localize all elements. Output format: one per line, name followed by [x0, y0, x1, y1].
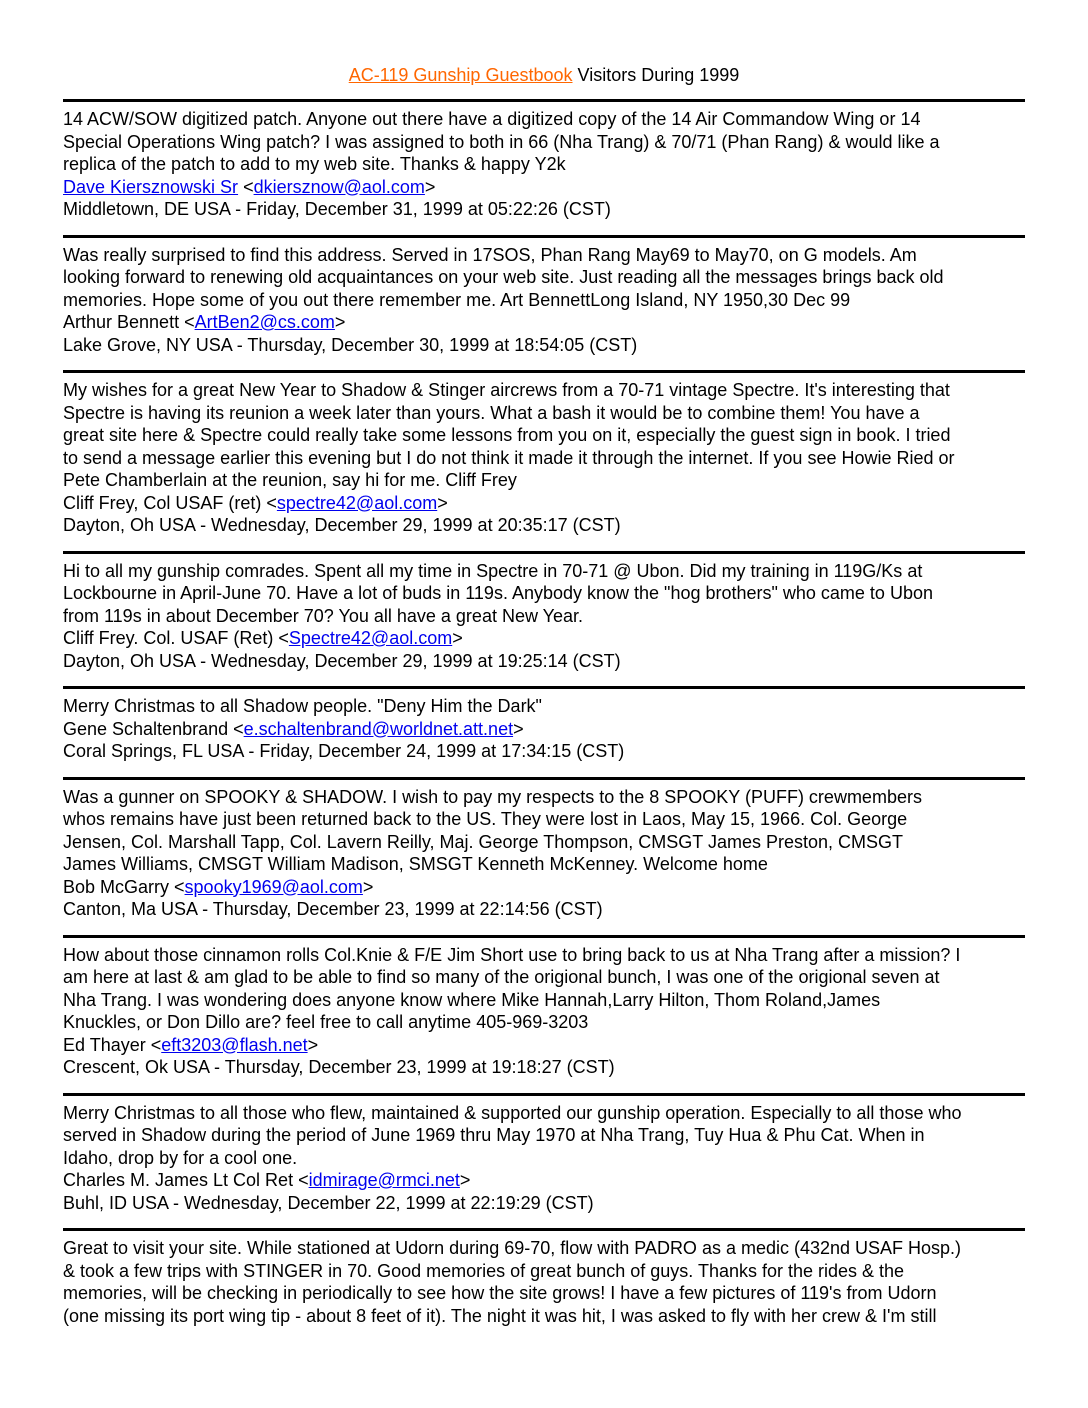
entry-message	[63, 786, 1025, 876]
entry-message	[63, 695, 1025, 718]
entry-signature: Bob McGarry <spooky1969@aol.com>	[63, 876, 374, 897]
message-line: to send a message earlier this evening but I do not think it made it through the internet. If you see Howie Ried or	[63, 447, 955, 468]
entry-signature: Gene Schaltenbrand <e.schaltenbrand@worldnet.att.net>	[63, 718, 524, 739]
guestbook-entry	[63, 1093, 1025, 1229]
message-line: Lockbourne in April-June 70. Have a lot of buds in 119s. Anybody know the "hog brothers" who came to Ubon	[63, 583, 933, 603]
message-line: whos remains have just been returned back to the US. They were lost in Laos, May 15, 1966. Col. George	[63, 809, 908, 829]
author-name: Gene Schaltenbrand	[63, 718, 229, 739]
message-line: How about those cinnamon rolls Col.Knie & F/E Jim Short use to bring back to us at Nha Trang after a mission? I	[63, 944, 961, 965]
message-line: looking forward to renewing old acquaintances on your web site. Just reading all the messages brings back old	[63, 267, 944, 287]
guestbook-entry	[63, 99, 1025, 235]
message-line: & took a few trips with STINGER in 70. Good memories of great bunch of guys. Thanks for the rides & the	[63, 1260, 905, 1281]
message-line: replica of the patch to add to my web site. Thanks & happy Y2k	[63, 154, 566, 174]
message-line: Idaho, drop by for a cool one.	[63, 1147, 298, 1168]
entry-location-date: Lake Grove, NY USA - Thursday, December 30, 1999 at 18:54:05 (CST)	[63, 334, 638, 355]
entry-location-date: Crescent, Ok USA - Thursday, December 23, 1999 at 19:18:27 (CST)	[63, 1057, 615, 1077]
author-name: Charles M. James Lt Col Ret	[63, 1170, 294, 1190]
message-line: served in Shadow during the period of June 1969 thru May 1970 at Nha Trang, Tuy Hua & Phu Cat. When in	[63, 1125, 925, 1145]
author-name: Cliff Frey, Col USAF (ret)	[63, 492, 262, 513]
guestbook-entry	[63, 686, 1025, 777]
guestbook-entry	[63, 935, 1025, 1093]
message-line: (one missing its port wing tip - about 8 feet of it). The night it was hit, I was asked to fly with her crew & I'm still	[63, 1305, 937, 1326]
author-name: Cliff Frey. Col. USAF (Ret)	[63, 628, 274, 648]
author-name[interactable]: Dave Kiersznowski Sr	[63, 176, 239, 197]
message-line: memories. Hope some of you out there remember me. Art BennettLong Island, NY 1950,30 Dec 99	[63, 289, 851, 310]
message-line: 14 ACW/SOW digitized patch. Anyone out there have a digitized copy of the 14 Air Commandow Wing or 14	[63, 109, 921, 129]
author-email-link[interactable]: e.schaltenbrand@worldnet.att.net	[243, 718, 514, 739]
message-line: Hi to all my gunship comrades. Spent all my time in Spectre in 70-71 @ Ubon. Did my training in 119G/Ks at	[63, 560, 923, 581]
author-email-link[interactable]: spectre42@aol.com	[276, 492, 438, 513]
guestbook-entry	[63, 777, 1025, 935]
message-line: Merry Christmas to all those who flew, maintained & supported our gunship operation. Especially to all those who	[63, 1102, 962, 1123]
guestbook-entries	[63, 99, 1025, 1341]
entry-message	[63, 944, 1025, 1034]
guestbook-entry	[63, 235, 1025, 371]
author-email-link[interactable]: eft3203@flash.net	[161, 1034, 308, 1055]
message-line: Great to visit your site. While stationed at Udorn during 69-70, flow with PADRO as a medic (432nd USAF Hosp.)	[63, 1238, 962, 1258]
message-line: James Williams, CMSGT William Madison, SMSGT Kenneth McKenney. Welcome home	[63, 854, 768, 874]
entry-location-date: Coral Springs, FL USA - Friday, December 24, 1999 at 17:34:15 (CST)	[63, 741, 625, 761]
author-email-link[interactable]: Spectre42@aol.com	[288, 628, 453, 648]
entry-signature: Cliff Frey. Col. USAF (Ret) <Spectre42@aol.com>	[63, 628, 463, 648]
message-line: great site here & Spectre could really take some lessons from you on it, especially the guest sign in book. I tried	[63, 425, 951, 445]
message-line: am here at last & am glad to be able to find so many of the origional bunch, I was one of the origional seven at	[63, 967, 940, 987]
message-line: Nha Trang. I was wondering does anyone know where Mike Hannah,Larry Hilton, Thom Roland,James	[63, 989, 881, 1010]
message-line: Was a gunner on SPOOKY & SHADOW. I wish to pay my respects to the 8 SPOOKY (PUFF) crewmembers	[63, 786, 922, 807]
entry-message	[63, 244, 1025, 312]
author-email-link[interactable]: dkiersznow@aol.com	[253, 176, 425, 197]
message-line: Merry Christmas to all Shadow people. "Deny Him the Dark"	[63, 696, 542, 716]
entry-location-date: Dayton, Oh USA - Wednesday, December 29, 1999 at 19:25:14 (CST)	[63, 650, 621, 671]
entry-message	[63, 108, 1025, 176]
entry-message	[63, 379, 1025, 492]
message-line: Pete Chamberlain at the reunion, say hi for me. Cliff Frey	[63, 470, 517, 490]
message-line: Was really surprised to find this address. Served in 17SOS, Phan Rang May69 to May70, on G models. Am	[63, 244, 917, 265]
entry-message	[63, 1102, 1025, 1170]
message-line: memories, will be checking in periodically to see how the site grows! I have a few pictures of 119's from Udorn	[63, 1283, 937, 1303]
guestbook-title-link[interactable]: AC-119 Gunship Guestbook	[348, 65, 573, 85]
author-name: Arthur Bennett	[63, 312, 180, 332]
page-header	[0, 64, 1088, 86]
author-name: Bob McGarry	[63, 876, 170, 897]
entry-signature: Cliff Frey, Col USAF (ret) <spectre42@aol.com>	[63, 492, 448, 513]
entry-message	[63, 560, 1025, 628]
guestbook-entry	[63, 370, 1025, 551]
page-subtitle: Visitors During 1999	[577, 65, 740, 85]
entry-location-date: Middletown, DE USA - Friday, December 31, 1999 at 05:22:26 (CST)	[63, 199, 611, 219]
guestbook-entry	[63, 551, 1025, 687]
message-line: My wishes for a great New Year to Shadow & Stinger aircrews from a 70-71 vintage Spectre. It's interesting that	[63, 380, 950, 400]
guestbook-entry	[63, 1228, 1025, 1341]
entry-location-date: Buhl, ID USA - Wednesday, December 22, 1999 at 22:19:29 (CST)	[63, 1192, 594, 1213]
author-email-link[interactable]: idmirage@rmci.net	[308, 1170, 460, 1190]
entry-signature: Charles M. James Lt Col Ret <idmirage@rmci.net>	[63, 1170, 471, 1190]
entry-location-date: Dayton, Oh USA - Wednesday, December 29, 1999 at 20:35:17 (CST)	[63, 515, 621, 535]
author-email-link[interactable]: spooky1969@aol.com	[184, 876, 363, 897]
entry-signature: Arthur Bennett <ArtBen2@cs.com>	[63, 312, 346, 332]
entry-message	[63, 1237, 1025, 1327]
message-line: Special Operations Wing patch? I was assigned to both in 66 (Nha Trang) & 70/71 (Phan Rang) & would like a	[63, 131, 940, 152]
message-line: Spectre is having its reunion a week later than yours. What a bash it would be to combine them! You have a	[63, 402, 920, 423]
entry-signature: Ed Thayer <eft3203@flash.net>	[63, 1034, 319, 1055]
author-email-link[interactable]: ArtBen2@cs.com	[194, 312, 335, 332]
message-line: Knuckles, or Don Dillo are? feel free to call anytime 405-969-3203	[63, 1012, 589, 1032]
author-name: Ed Thayer	[63, 1034, 146, 1055]
message-line: from 119s in about December 70? You all have a great New Year.	[63, 605, 584, 626]
entry-location-date: Canton, Ma USA - Thursday, December 23, 1999 at 22:14:56 (CST)	[63, 899, 603, 919]
message-line: Jensen, Col. Marshall Tapp, Col. Lavern Reilly, Maj. George Thompson, CMSGT James Preston, CMSGT	[63, 831, 903, 852]
entry-signature: Dave Kiersznowski Sr <dkiersznow@aol.com>	[63, 176, 436, 197]
